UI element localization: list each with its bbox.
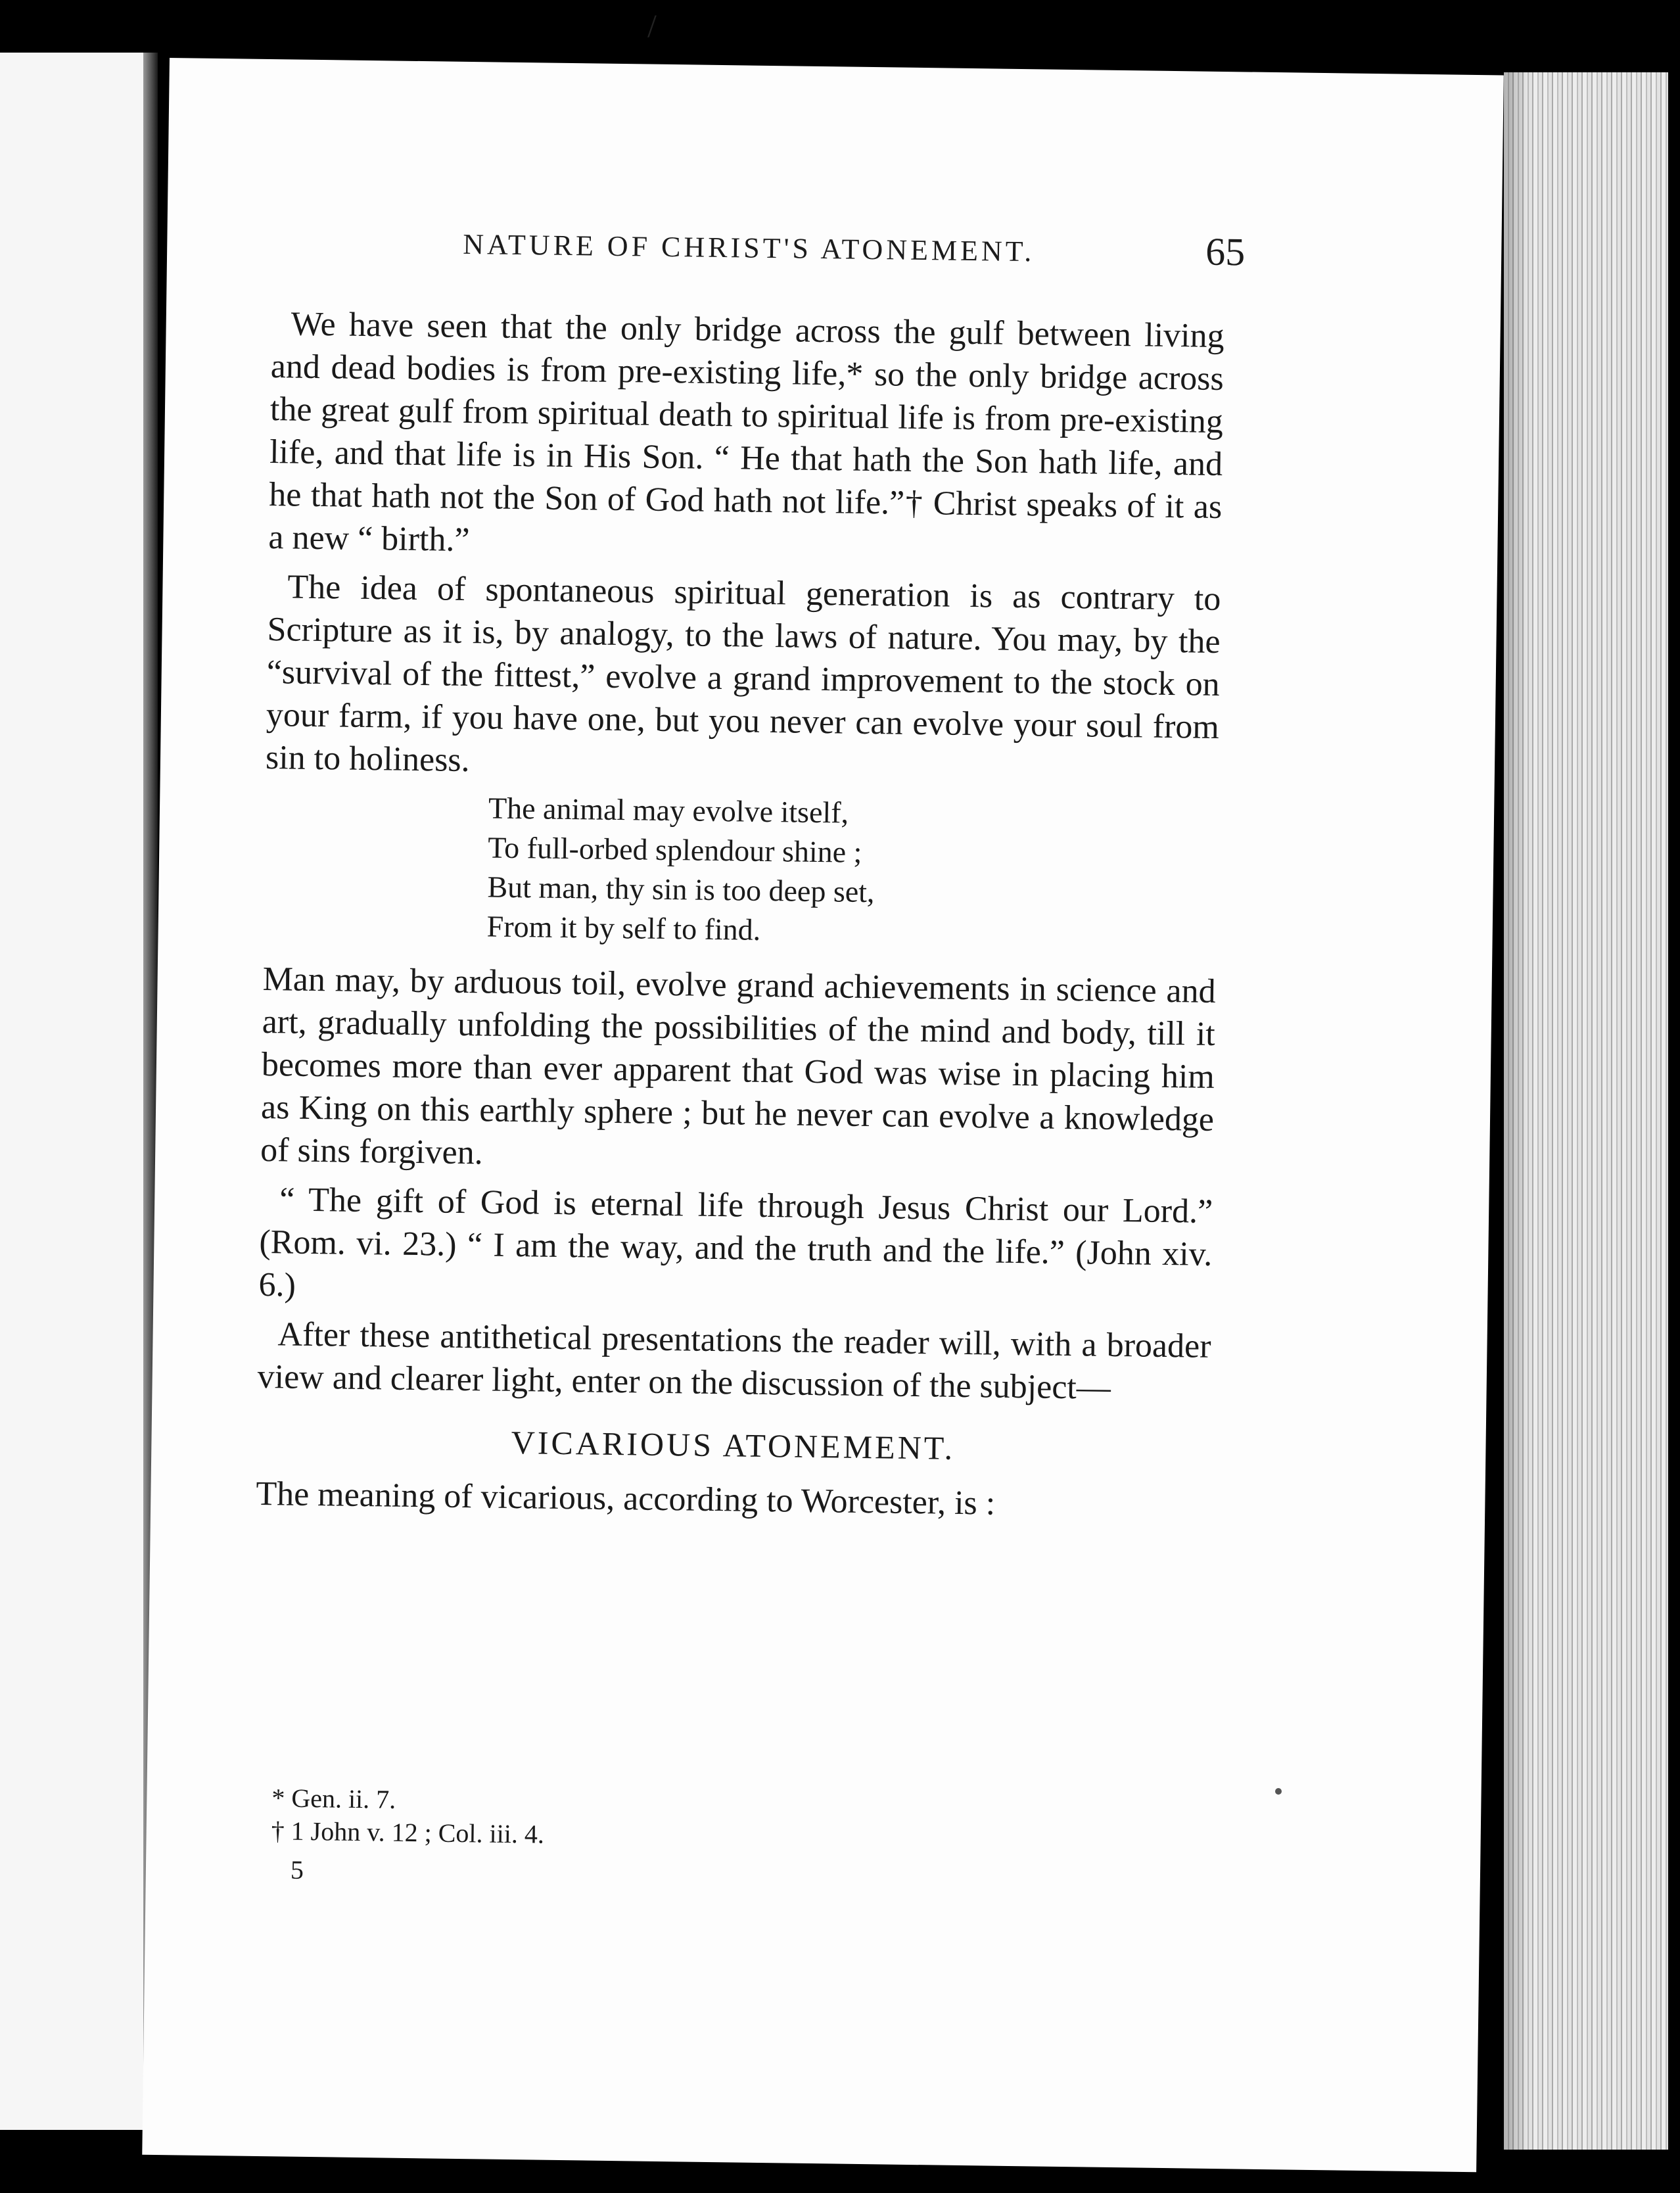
speck [1275,1788,1282,1795]
body-text [256,302,1225,1534]
footnotes [271,1781,544,1851]
poem-line: To full-orbed splendour shine ; [487,830,862,869]
running-head: NATURE OF CHRIST'S ATONEMENT. [463,227,1035,268]
poem [486,788,1218,956]
facing-page-edge [0,53,143,2130]
paragraph: The idea of spontaneous spiritual generation is as contrary to Scripture as it is, by analogy, to the laws of nature. You may, by the “survival of the fittest,” evolve a grand improvement to the stock on your farm, if you have one, but you never can evolve your soul from sin to holiness. [265,568,1221,780]
footnote: * Gen. ii. 7. [271,1783,396,1814]
paragraph: Man may, by arduous toil, evolve grand achievements in science and art, gradually unfolding the possibilities of the mind and body, till it becomes more than ever apparent that God was wise in placing him as King on this earthly sphere ; but he never can evolve a knowledge of sins forgiven. [260,960,1216,1172]
paragraph: We have seen that the only bridge across the gulf between living and dead bodies is from pre-existing life,* so the only bridge across the great gulf from spiritual death to spiritual life is from pre-existing life, and that life is in His Son. “ He that hath the Son hath life, and he that hath not the Son of God hath not life.”† Christ speaks of it as a new “ birth.” [268,305,1225,559]
poem-line: From it by self to find. [486,909,761,947]
poem-line: The animal may evolve itself, [488,791,849,830]
page-block-shadow [1504,72,1530,2150]
paragraph: The meaning of vicarious, according to Worcester, is : [256,1474,996,1522]
page-header [167,216,1502,286]
paragraph: After these antithetical presentations the reader will, with a broader view and clearer light, enter on the discussion of the subject— [257,1315,1211,1407]
paragraph: “ The gift of God is eternal life through Jesus Christ our Lord.” (Rom. vi. 23.) “ I am the way, and the truth and the life.” (John xiv. 6.) [258,1181,1213,1304]
book-page [142,58,1504,2172]
footnote: † 1 John v. 12 ; Col. iii. 4. [271,1816,545,1849]
poem-line: But man, thy sin is too deep set, [487,870,875,909]
stray-mark: / [647,7,657,44]
page-number: 65 [1205,229,1246,274]
signature-mark: 5 [290,1854,304,1885]
section-heading: VICARIOUS ATONEMENT. [511,1423,956,1467]
